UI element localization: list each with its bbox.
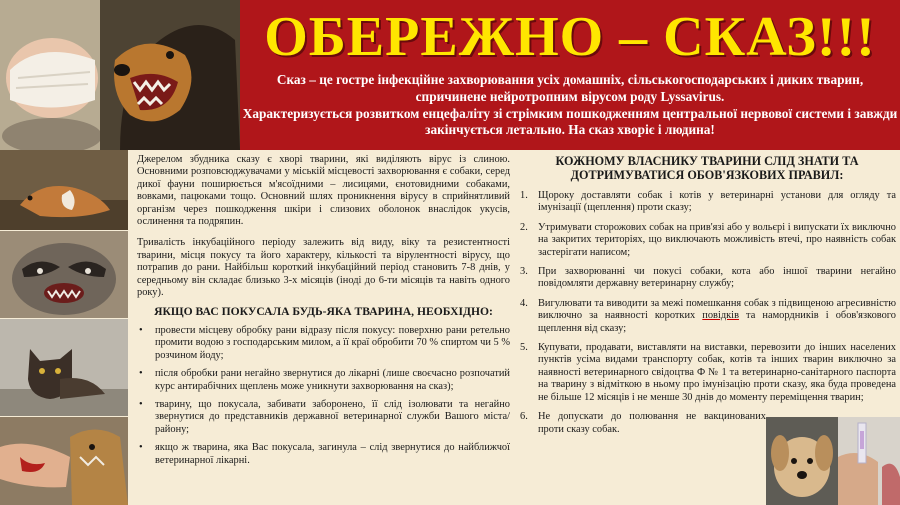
rule-item: 1. Щороку доставляти собак і котів у ветеринарні установи для огляду та імунізації (щеплення) проти сказу;: [520, 190, 896, 214]
puppy-photo: [766, 417, 838, 505]
list-item: • якщо ж тварина, яка Вас покусала, загинула – слід звернутися до найближчої ветеринарної лікарні.: [139, 442, 510, 466]
cat-photo: [0, 319, 128, 416]
list-item: • після обробки рани негайно звернутися до лікарні (лише своєчасно розпочатий курс антирабічних щеплень може уникнути захворювання на сказ);: [139, 368, 510, 392]
poster-title: ОБЕРЕЖНО – СКАЗ!!!: [264, 6, 876, 68]
bitten-instructions-heading: ЯКЩО ВАС ПОКУСАЛА БУДЬ-ЯКА ТВАРИНА, НЕОБХІДНО:: [154, 305, 493, 319]
rabies-source-paragraph: Джерелом збудника сказу є хворі тварини, які виділяють вірус із слиною. Основними розповсюджувачами у міській місцевості захворювання є собаки, серед дикої фауни поширюється м'ясоїдними – лисицями, єнотовидними собаками, вовками, пацюками тощо. Основний шлях проникнення вірусу в сприйнятливий організм через пошкодження шкіри і слизових оболонок внаслідок укусів, ослинення та подряпин.: [137, 154, 510, 228]
intro-characteristics: Характеризується розвитком енцефаліту зі стрімким пошкодженням центральної нервової системи і завжди закінчується летально. На сказ хворіє і людина!: [242, 105, 898, 138]
bullet-icon: •: [139, 398, 143, 410]
bullet-icon: •: [139, 442, 143, 454]
owner-rules-heading: КОЖНОМУ ВЛАСНИКУ ТВАРИНИ СЛІД ЗНАТИ ТА ДОТРИМУВАТИСЯ ОБОВ'ЯЗКОВИХ ПРАВИЛ:: [555, 154, 859, 182]
rule-item: 5. Купувати, продавати, виставляти на виставки, перевозити до інших населених пунктів усіма видами транспорту собак, котів та інших тварин виключно за наявності ветеринарного свідоцтва Ф № 1 та ветеринарно-санітарного паспорта на тварину з відміткою в ньому про імунізацію проти сказу, яка буда проведена не більше 12 місяців і не менше 30 днів до моменту переміщення тварин;: [520, 342, 896, 403]
list-item: • провести місцеву обробку рани відразу після покусу: поверхню рани ретельно промити водою з господарським милом, а її краї обробити 70 % спиртом чи 5 % розчином йоду;: [139, 324, 510, 361]
rule-item: 6. Не допускати до полювання не вакцинованих проти сказу собак.: [520, 411, 766, 435]
bandaged-hand-photo: [0, 0, 105, 150]
owner-rules-list: [518, 190, 896, 436]
list-item: • тварину, що покусала, забивати заборонено, її слід ізолювати та негайно звернутися до представників державної ветеринарної служби Вашого міста/району;: [139, 398, 510, 435]
intro-definition: Сказ – це гостре інфекційне захворювання усіх домашніх, сільськогосподарських і диких тварин, спричинене нейротропним вірусом роду Lyssavirus.: [276, 72, 864, 104]
sick-fox-photo: [0, 150, 128, 230]
bitten-hand-dog-photo: [0, 417, 128, 505]
raccoon-dog-photo: [0, 231, 128, 318]
rule-item: 3. При захворюванні чи покусі собаки, кота або іншої тварини негайно повідомляти державну ветеринарну службу;: [520, 266, 896, 290]
incubation-paragraph: Тривалість інкубаційного періоду залежить від виду, віку та резистентності тварини, місця покусу та його характеру, кількості та вірулентності вірусу, що потрапив до рани. Найбільш короткий інкубаційний період становить 7-8 днів, у середньому він складає близько 3-х місяців (іноді до 6-ти місяців та навіть одного року).: [137, 237, 510, 299]
bitten-instructions-list: [137, 325, 510, 467]
vaccination-photo: [838, 417, 900, 505]
angry-dog-photo: [100, 0, 240, 150]
bullet-icon: •: [139, 368, 143, 380]
left-text-column: [137, 154, 510, 504]
poster-intro: [240, 72, 900, 139]
rule-item: 4. Вигулювати та виводити за межі помешкання собак з підвищеною агресивністю виключно за наявності коротких повідків та намордників і обов'язкового щеплення від сказу;: [520, 297, 896, 334]
bullet-icon: •: [139, 324, 143, 336]
rule-item: 2. Утримувати сторожових собак на прив'язі або у вольєрі і випускати їх виключно на закритих територіях, що виключають можливість втечі, про наявність собак застерігати написом;: [520, 221, 896, 258]
right-text-column: [518, 154, 896, 454]
